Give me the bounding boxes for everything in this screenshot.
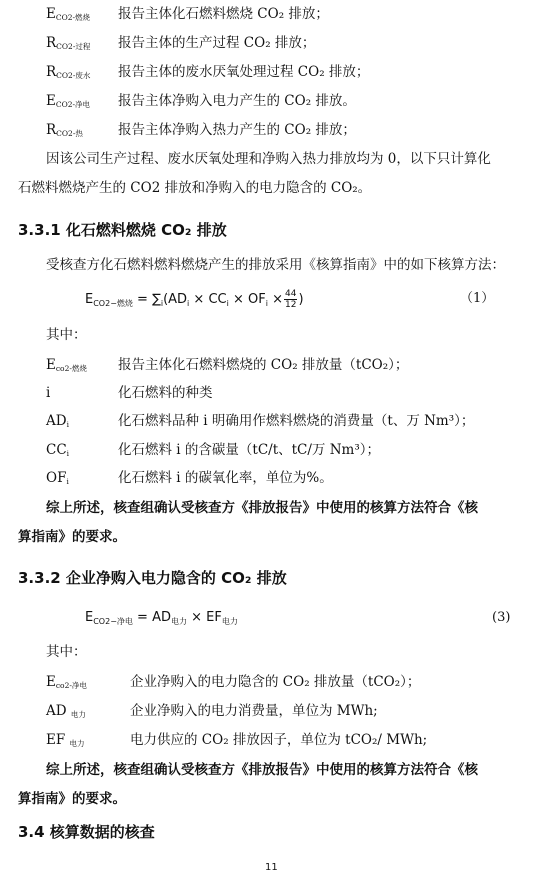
def-symbol: $R_{CO2-热}$: [46, 122, 83, 138]
where-label: 其中：: [46, 644, 87, 660]
def-description: 报告主体的生产过程 CO₂ 排放；: [118, 35, 316, 51]
equation-3: $E_{CO2-净电} = AD_{电力} \times EF_{电力}$: [85, 610, 238, 626]
equation-number: (3): [492, 610, 511, 625]
def-description: 报告主体的废水厌氧处理过程 CO₂ 排放；: [118, 64, 370, 80]
def-description: 化石燃料的种类: [118, 385, 213, 401]
conclusion-line: 算指南》的要求。: [18, 791, 126, 807]
def-symbol: AD $_{电力}$: [46, 703, 86, 719]
def-description: 报告主体化石燃料燃烧的 CO₂ 排放量（tCO₂）；: [118, 357, 409, 373]
def-description: 报告主体净购入电力产生的 CO₂ 排放。: [118, 93, 356, 109]
paragraph-line: 石燃料燃烧产生的 CO2 排放和净购入的电力隐含的 CO₂。: [18, 180, 372, 196]
section-heading: 3.3.1 化石燃料燃烧 CO₂ 排放: [18, 221, 227, 239]
def-description: 化石燃料 i 的碳氧化率，单位为%。: [118, 470, 333, 486]
def-symbol: $OF_i$: [46, 470, 69, 486]
def-description: 电力供应的 CO₂ 排放因子，单位为 tCO₂/ MWh;: [130, 732, 428, 748]
def-symbol: $E_{CO2-燃烧}$: [46, 6, 91, 22]
def-symbol: $R_{CO2-废水}$: [46, 64, 91, 80]
def-symbol: EF $_{电力}$: [46, 732, 85, 748]
equation-number: （1）: [460, 291, 495, 306]
def-description: 化石燃料 i 的含碳量（tC/t、tC/万 Nm³）；: [118, 442, 380, 458]
def-symbol: $E_{co2-燃烧}$: [46, 357, 87, 373]
def-symbol: $CC_i$: [46, 442, 70, 458]
conclusion-line: 综上所述，核查组确认受核查方《排放报告》中使用的核算方法符合《核: [46, 762, 478, 778]
paragraph-line: 受核查方化石燃料燃料燃烧产生的排放采用《核算指南》中的如下核算方法：: [46, 257, 505, 273]
def-symbol: $E_{CO2-净电}$: [46, 93, 91, 109]
section-heading: 3.3.2 企业净购入电力隐含的 CO₂ 排放: [18, 569, 287, 587]
def-description: 企业净购入的电力消费量，单位为 MWh;: [130, 703, 378, 719]
conclusion-line: 综上所述，核查组确认受核查方《排放报告》中使用的核算方法符合《核: [46, 500, 478, 516]
def-description: 报告主体化石燃料燃烧 CO₂ 排放；: [118, 6, 329, 22]
def-symbol: $E_{co2-净电}$: [46, 674, 87, 690]
paragraph-line: 因该公司生产过程、废水厌氧处理和净购入热力排放均为 0，以下只计算化: [46, 151, 491, 167]
section-heading: 3.4 核算数据的核查: [18, 823, 155, 841]
equation-1: $E_{CO2-燃烧} = \sum_i(AD_i \times CC_i \times OF_i$ × $\frac{44}{12}$ ): [85, 289, 304, 310]
conclusion-line: 算指南》的要求。: [18, 529, 126, 545]
fraction: $\frac{44}{12}$: [285, 289, 297, 310]
def-symbol: $R_{CO2-过程}$: [46, 35, 91, 51]
def-description: 化石燃料品种 i 明确用作燃料燃烧的消费量（t、万 Nm³）；: [118, 413, 475, 429]
def-symbol: i: [46, 385, 51, 401]
def-symbol: $AD_i$: [46, 413, 69, 429]
page-number: 11: [265, 862, 278, 873]
where-label: 其中：: [46, 327, 87, 343]
def-description: 报告主体净购入热力产生的 CO₂ 排放；: [118, 122, 356, 138]
def-description: 企业净购入的电力隐含的 CO₂ 排放量（tCO₂）；: [130, 674, 421, 690]
